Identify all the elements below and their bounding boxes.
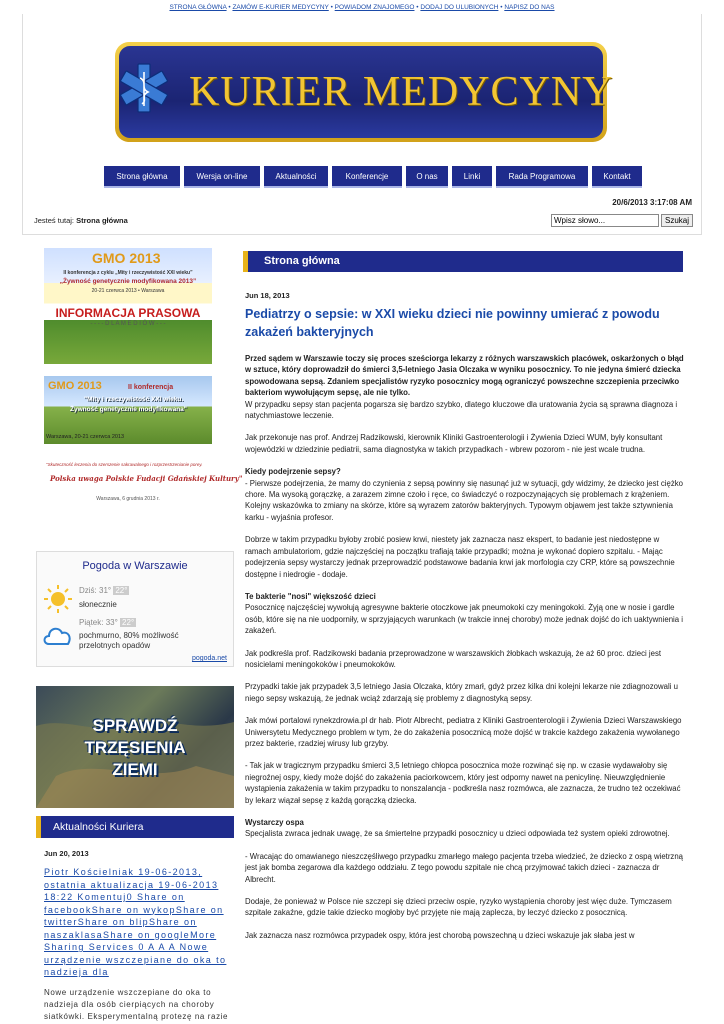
article-subheading: Te bakterie "nosi" większość dzieci xyxy=(245,591,376,601)
news-heading: Aktualności Kuriera xyxy=(36,816,234,838)
weather-friday-temp: 33° xyxy=(105,618,118,627)
weather-today-row xyxy=(79,586,129,595)
news-excerpt: Nowe urządzenie wszczepiane do oka to nadzieja dla osób cierpiących na choroby siatkówki. Eksperymentalną protezę na razie xyxy=(44,988,229,1021)
earthquake-line: ZIEMI xyxy=(112,760,158,779)
search-input[interactable] xyxy=(551,214,659,227)
article-paragraph: Dodaje, że ponieważ w Polsce nie szczepi się dzieci przeciw ospie, ryzyko wystąpienia choroby jest więc duże. Tymczasem szpitale zakaźne, gdzie takie dziecko mogłoby być przyjęte nie mają zaplecza, by leczyć dziecko z posocznicą. xyxy=(245,897,672,918)
weather-today-label: Dziś: xyxy=(79,586,97,595)
article-paragraph: Jak podkreśla prof. Radzikowski badania przeprowadzone w warszawskich żłobkach wskazują, że aż 60 proc. dzieci jest nosicielami meningokoków i pneumokoków. xyxy=(245,648,662,669)
breadcrumb xyxy=(34,216,128,225)
promo-date: Warszawa, 6 grudnia 2013 r. xyxy=(96,496,160,502)
news-date: Jun 20, 2013 xyxy=(44,849,89,858)
weather-friday-desc xyxy=(79,631,179,651)
header-divider xyxy=(22,234,702,235)
promo-logo: GMO 2013 xyxy=(48,380,102,392)
promo-conference-cycle[interactable] xyxy=(44,460,243,508)
weather-title: Pogoda w Warszawie xyxy=(82,560,188,572)
promo-line: „Żywność genetycznie modyfikowana 2013” xyxy=(59,278,197,285)
promo-line: "Mity i rzeczywistość XXI wieku. xyxy=(84,396,184,403)
article-subheading: Wystarczy ospa xyxy=(245,818,304,827)
weather-desc-line: pochmurno, 80% możliwość xyxy=(79,631,179,640)
nav-contact[interactable]: Kontakt xyxy=(592,166,642,188)
nav-board[interactable]: Rada Programowa xyxy=(496,166,588,188)
separator: • xyxy=(416,4,419,11)
weather-friday-label: Piątek: xyxy=(79,618,104,627)
top-link-notify-friend[interactable]: POWIADOM ZNAJOMEGO xyxy=(334,4,415,11)
article-paragraph: Specjalista zwraca jednak uwagę, że sa śmiertelne przypadki posocznicy u dzieci odpowiada też system opieki zdrowotnej. xyxy=(245,829,670,839)
article-date: Jun 18, 2013 xyxy=(245,291,290,300)
article-paragraph: W przypadku sepsy stan pacjenta pogarsza się bardzo szybko, dlatego kluczowe dla uratowania życia są sprawna diagnoza i natychmiastowe leczenie. xyxy=(245,399,678,421)
promo-line: Żywność genetycznie modyfikowana" xyxy=(70,406,187,413)
earthquake-line: TRZĘSIENIA xyxy=(84,738,186,757)
article-paragraph: - Pierwsze podejrzenia, że mamy do czynienia z sepsą powinny się nasunąć już w sytuacji, gdy widzimy, że dziecko jest ciężko chore. Ma wysoką gorączkę, a zarazem zimne czoło i ręce, co świadczyć o rozpoczynających się problemach z krążeniem. Kolejny wskazówka to zmiany na skórze, które są wyrazem zatorów bakteryjnych. Typowym objawem jest także sztywnienia karku - wyjaśnia profesor. xyxy=(245,478,683,522)
weather-friday-night-temp: 22° xyxy=(122,618,135,627)
article-subheading: Kiedy podejrzenie sepsy? xyxy=(245,467,341,477)
weather-friday-row xyxy=(79,618,136,627)
breadcrumb-prefix: Jesteś tutaj: xyxy=(34,216,75,225)
weather-today-desc: słonecznie xyxy=(79,600,117,609)
top-link-contact[interactable]: NAPISZ DO NAS xyxy=(504,4,555,11)
main-nav xyxy=(104,166,642,188)
separator: • xyxy=(228,4,231,11)
sun-icon xyxy=(43,584,73,614)
article-paragraph: Jak zaznacza nasz rozmówca przypadek ospy, która jest chorobą powszechną u dzieci wskazuje jak słaba jest w xyxy=(245,930,635,940)
article-paragraph: Jak mówi portalowi rynekzdrowia.pl dr hab. Piotr Albrecht, pediatra z Kliniki Gastroenterologii i Żywienia Dzieci Warszawskiego Uniwersytetu Medycznego problem w tym, że do zakażenia posocznicą może dojść w trakcie każdego zakażenia wywołanego przez bakterie, rzadziej wirusy lub grzyby. xyxy=(245,716,682,748)
nav-news[interactable]: Aktualności xyxy=(264,166,328,188)
article-paragraph: Przypadki takie jak przypadek 3,5 letniego Jasia Olczaka, który zmarł, gdyż przez kilka dni kolejni lekarze nie zdiagnozowali u niego sepsy wskazują, że jednak wciąż zdarzają się problemy z diagnostyką sepsy. xyxy=(245,682,678,703)
weather-source-link[interactable]: pogoda.net xyxy=(191,655,227,662)
news-link[interactable]: Piotr Kościelniak 19-06-2013, ostatnia aktualizacja 19-06-2013 18:22 Komentuj0 Share on facebookShare on wykopShare on twitterShare on blipShare on naszaklasaShare on googleMore Sharing Services 0 A A A Nowe urządzenie wszczepiane do oka to nadzieja dla xyxy=(44,867,227,977)
nav-conferences[interactable]: Konferencje xyxy=(332,166,402,188)
main-heading: Strona główna xyxy=(243,251,683,272)
site-banner[interactable] xyxy=(115,42,614,142)
search-button[interactable]: Szukaj xyxy=(661,214,693,227)
weather-today-night-temp: 22° xyxy=(115,586,128,595)
promo-line: Polska uwaga Polskie Fudacji Gdańskiej Kultury" xyxy=(50,474,243,483)
promo-logo: GMO 2013 xyxy=(92,250,161,266)
promo-date: Warszawa, 20-21 czerwca 2013 xyxy=(46,434,125,440)
promo-headline: INFORMACJA PRASOWA xyxy=(55,306,201,320)
weather-widget xyxy=(36,551,234,667)
promo-line: 20-21 czerwca 2013 • Warszawa xyxy=(91,288,165,294)
cloud-icon xyxy=(41,622,73,648)
top-link-home[interactable]: STRONA GŁÓWNA xyxy=(169,4,227,11)
promo-gmo-conference[interactable] xyxy=(44,376,212,444)
separator: • xyxy=(330,4,333,11)
article-body xyxy=(245,353,685,952)
top-link-order[interactable]: ZAMÓW E-KURIER MEDYCYNY xyxy=(232,4,329,11)
earthquake-banner[interactable] xyxy=(36,686,234,808)
article-lead: Przed sądem w Warszawie toczy się proces sześciorga lekarzy z różnych warszawskich placówek, oskarżonych o błąd w sztuce, który doprowadził do śmierci 3,5-letniego Jasia Olczaka w wyniku posocznicy. To nie jedyna śmierć dziecka spowodowana sepsą. Zdaniem specjalistów ryzyko posocznicy mogą ograniczyć powszechne szczepienia przeciwko bakteriom wywołującym sepsę, ale nie tylko. xyxy=(245,354,684,398)
article-paragraph: Jak przekonuje nas prof. Andrzej Radzikowski, kierownik Kliniki Gastroenterologii i Żywienia Dzieci WUM, były konsultant wojewódzki w dziedzinie pediatrii, sama diagnostyka w takich przypadkach - wbrew pozorom - nie jest wcale trudna. xyxy=(245,433,663,454)
breadcrumb-current[interactable]: Strona główna xyxy=(76,216,128,225)
article-paragraph: Posocznicę najczęściej wywołują agresywne bakterie otoczkowe jak pneumokoki czy meningokoki. Żyją one w nosie i gardle osób, które się na nie uodporniły, w sprzyjających warunkach (w trakcie innej choroby) może jednak dojść do ich uaktywnienia i zakażeń. xyxy=(245,603,683,636)
weather-today-temp: 31° xyxy=(99,586,112,595)
article-paragraph: - Tak jak w tragicznym przypadku śmierci 3,5 letniego chłopca posocznica może rozwinąć się np. w czasie wydawałoby się niegroźnej ospy, kiedy może dojść do zakażenia paciorkowcem, który jest odporny nawet na penicylinę. Nieuwzględnienie wystąpienia zakażenia w takim przypadku to nonszalancja - podkreśla nasz rozmówca, ale zaznacza, że trudno też oczekiwać by lekarz wiązał sepsę z każdą gorączką dziecka. xyxy=(245,761,681,805)
promo-line: II konferencja z cyklu „Mity i rzeczywistość XXI wieku” xyxy=(63,270,193,276)
nav-home[interactable]: Strona główna xyxy=(104,166,180,188)
star-of-life-icon xyxy=(118,62,170,114)
article-paragraph: Dobrze w takim przypadku byłoby zrobić posiew krwi, niestety jak zaznacza nasz ekspert, to badanie jest niedostępne w ramach ambulatoriom, gdzie najczęściej na początku trafiają takie przypadki; można je wykonać dopiero szpitalu. - Mając podejrzenia sepsy wystarczy jednak przeprowadzić podstawowe badania krwi jak morfologia czy CRP, które są powszechnie dostępne i niedrogie - dodaje. xyxy=(245,535,675,579)
promo-gmo-press[interactable] xyxy=(44,248,212,364)
article-title[interactable]: Pediatrzy o sepsie: w XXI wieku dzieci nie powinny umierać z powodu zakażeń bakteryjnych xyxy=(245,307,660,339)
article-paragraph: - Wracając do omawianego nieszczęśliwego przypadku zmarłego małego pacjenta trzeba wiedzieć, że dziecko z ospą wietrzną jest jak bomba zegarowa dla każdego oddziału. Z tego powodu szpitale nie chcą przyjmować takich dzieci - zaznacza dr Albrecht. xyxy=(245,851,683,884)
top-link-bookmark[interactable]: DODAJ DO ULUBIONYCH xyxy=(420,4,499,11)
promo-line: II konferencja xyxy=(128,384,174,391)
separator: • xyxy=(500,4,503,11)
site-title: KURIER MEDYCYNY xyxy=(189,69,614,115)
nav-about[interactable]: O nas xyxy=(406,166,448,188)
nav-online[interactable]: Wersja on-line xyxy=(184,166,260,188)
weather-desc-line: przelotnych opadów xyxy=(79,641,151,650)
current-datetime: 20/6/2013 3:17:08 AM xyxy=(612,198,692,207)
earthquake-line: SPRAWDŹ xyxy=(92,716,178,735)
promo-sub: - - - - D L A M E D I Ó W - - - xyxy=(90,321,166,327)
nav-links[interactable]: Linki xyxy=(452,166,492,188)
promo-line: "Skuteczność leczenia do szerszenie sakrawalnego i rozprzestrzenianie porey. xyxy=(46,462,203,467)
banner-inner xyxy=(119,46,614,138)
